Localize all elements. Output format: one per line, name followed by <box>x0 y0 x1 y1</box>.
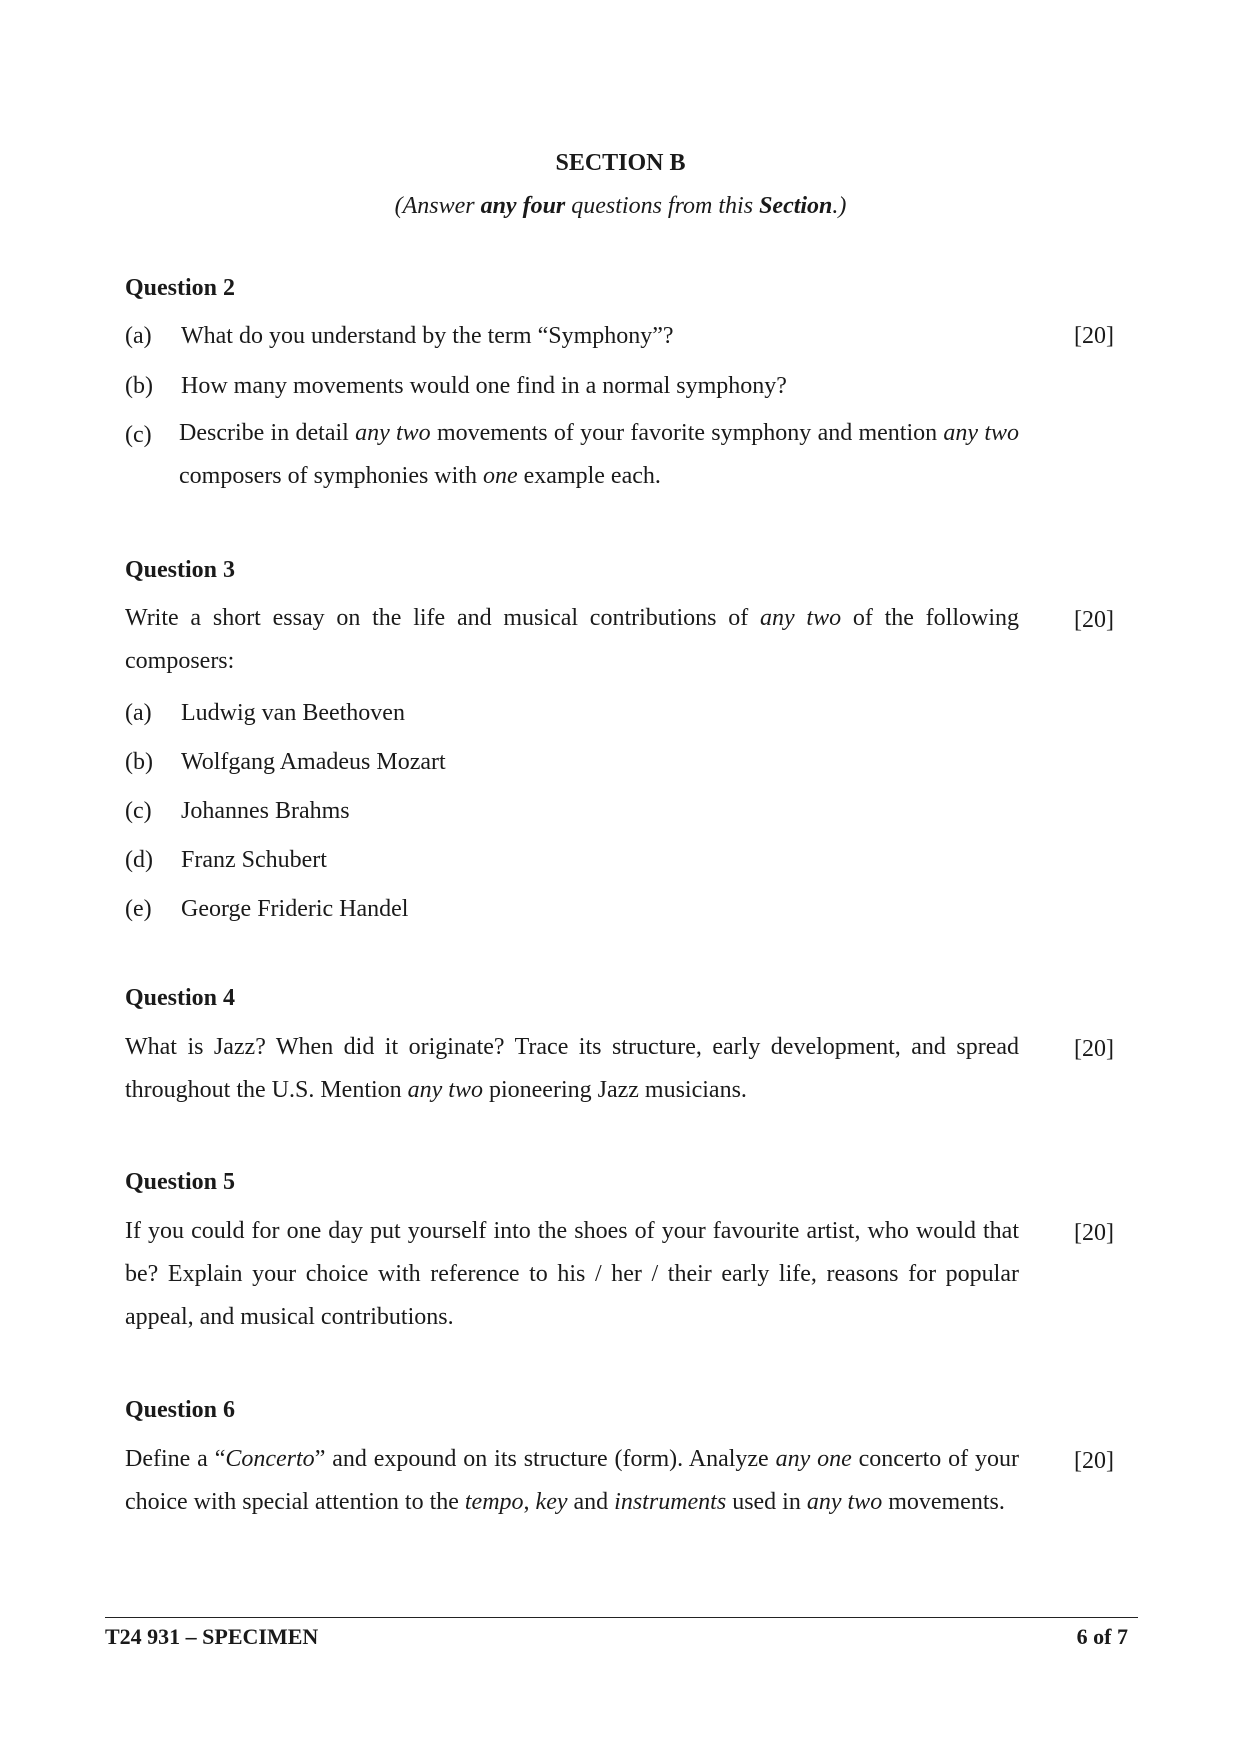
text-run: Define a “ <box>125 1446 226 1472</box>
q5-text: If you could for one day put yourself into the shoes of your favourite artist, who would that be? Explain your choice with reference to his / her / their early life, reasons for popular appeal, and musical contributions. <box>125 1218 1019 1330</box>
q3-marks: [20] <box>1074 607 1114 633</box>
emphasis: tempo <box>464 1489 524 1515</box>
emphasis: any one <box>775 1446 852 1472</box>
q3-item-label: (b) <box>125 749 153 775</box>
q2-a-text: What do you understand by the term “Symphony”? <box>181 323 674 349</box>
question-3-heading: Question 3 <box>125 557 236 583</box>
text-run: movements of your favorite symphony and mention <box>430 420 944 446</box>
footer-divider <box>105 1617 1138 1618</box>
emphasis: any two <box>355 420 431 446</box>
text-run: Describe in detail <box>179 420 356 446</box>
q2-c-text <box>179 412 1019 498</box>
q3-item-text: Johannes Brahms <box>181 798 350 824</box>
q6-text <box>125 1438 1019 1524</box>
q4-marks: [20] <box>1074 1036 1114 1062</box>
question-4-heading: Question 4 <box>125 985 236 1011</box>
q3-item-label: (d) <box>125 847 153 873</box>
q5-marks: [20] <box>1074 1220 1114 1246</box>
instruction-text: (Answer <box>394 193 481 219</box>
text-run: composers of symphonies with <box>179 463 483 489</box>
instruction-text: .) <box>832 193 847 219</box>
text-run: Write a short essay on the life and musical contributions of <box>125 605 760 631</box>
text-run: and <box>567 1489 615 1515</box>
q2-c-label: (c) <box>125 422 152 448</box>
text-run: , <box>523 1489 536 1515</box>
text-run: movements. <box>882 1489 1005 1515</box>
instruction-emphasis: any four <box>480 193 566 219</box>
text-run: used in <box>726 1489 807 1515</box>
q3-item-label: (e) <box>125 896 152 922</box>
q3-item-text: Wolfgang Amadeus Mozart <box>181 749 446 775</box>
question-2-heading: Question 2 <box>125 275 236 301</box>
q3-item-text: Ludwig van Beethoven <box>181 700 405 726</box>
text-run: concerto of your choice with special attention to the <box>125 1446 1019 1515</box>
q6-marks: [20] <box>1074 1448 1114 1474</box>
q3-item-text: George Frideric Handel <box>181 896 409 922</box>
text-run: What is Jazz? When did it originate? Trace its structure, early development, and spread throughout the U.S. Mention <box>125 1034 1019 1103</box>
q3-text <box>125 597 1019 683</box>
emphasis: one <box>482 463 518 489</box>
footer-page-number: 6 of 7 <box>1076 1624 1128 1649</box>
text-run: example each. <box>517 463 661 489</box>
q2-b-text: How many movements would one find in a normal symphony? <box>181 373 787 399</box>
emphasis: Concerto <box>225 1446 315 1472</box>
instruction-text: questions from this <box>565 193 760 219</box>
emphasis: any two <box>759 605 842 631</box>
text-run: ” and expound on its structure (form). Analyze <box>314 1446 776 1472</box>
q2-a-label: (a) <box>125 323 152 349</box>
section-title: SECTION B <box>555 150 686 176</box>
emphasis: any two <box>806 1489 883 1515</box>
emphasis: any two <box>407 1077 483 1103</box>
q3-item-label: (c) <box>125 798 152 824</box>
q3-item-label: (a) <box>125 700 152 726</box>
q3-item-text: Franz Schubert <box>181 847 327 873</box>
instruction-emphasis: Section <box>759 193 833 219</box>
emphasis: any two <box>943 420 1020 446</box>
q4-text <box>125 1026 1019 1112</box>
q2-b-label: (b) <box>125 373 153 399</box>
text-run: of the following composers: <box>125 605 1020 674</box>
question-6-heading: Question 6 <box>125 1397 236 1423</box>
text-run: pioneering Jazz musicians. <box>482 1077 747 1103</box>
emphasis: instruments <box>614 1489 727 1515</box>
question-5-heading: Question 5 <box>125 1169 236 1195</box>
emphasis: key <box>535 1489 568 1515</box>
section-instruction <box>0 193 1241 220</box>
footer-paper-code: T24 931 – SPECIMEN <box>105 1624 319 1649</box>
q2-marks: [20] <box>1074 323 1114 349</box>
